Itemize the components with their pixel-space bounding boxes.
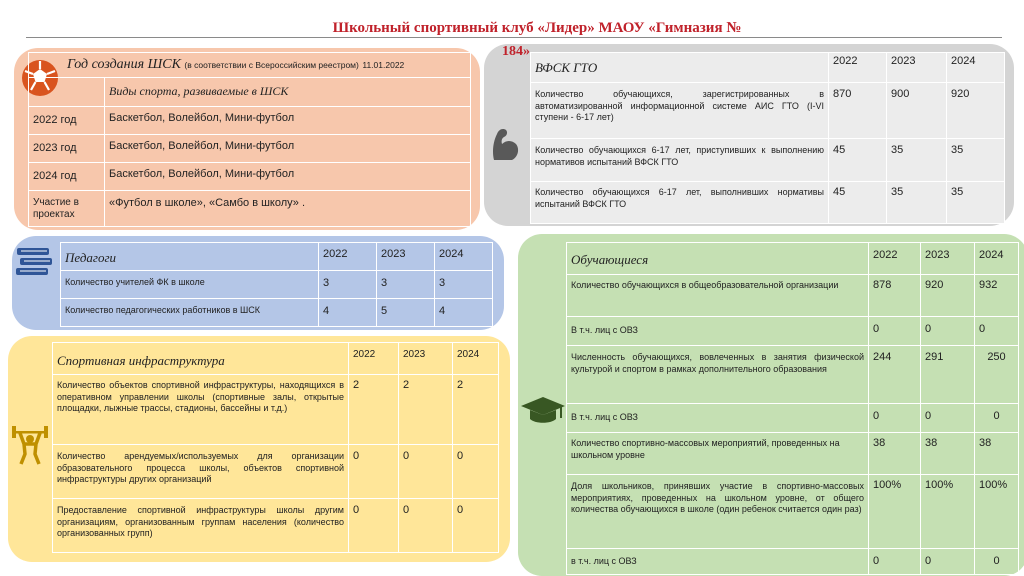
shsk-row-value: Баскетбол, Волейбол, Мини-футбол (105, 163, 471, 191)
students-cell: 250 (975, 346, 1019, 404)
weightlifter-icon (10, 424, 50, 466)
students-cell: 244 (869, 346, 921, 404)
infra-cell: 0 (453, 445, 499, 499)
vfsk-title: ВФСК ГТО (531, 53, 829, 83)
shsk-row-value: Баскетбол, Волейбол, Мини-футбол (105, 135, 471, 163)
vfsk-row-label: Количество обучающихся, зарегистрированных в автоматизированной информационной системе АИС ГТО (I-VI ступени - 6-17 лет) (531, 83, 829, 139)
teachers-title: Педагоги (61, 243, 319, 271)
students-cell: 0 (869, 549, 921, 575)
vfsk-cell: 35 (887, 139, 947, 182)
infra-cell: 0 (349, 499, 399, 553)
books-icon (14, 244, 54, 280)
students-cell: 100% (975, 475, 1019, 549)
vfsk-cell: 45 (829, 182, 887, 224)
students-cell: 0 (921, 404, 975, 433)
infra-cell: 0 (399, 499, 453, 553)
vfsk-cell: 900 (887, 83, 947, 139)
shsk-header-date: 11.01.2022 (362, 60, 405, 70)
students-row-label: в т.ч. лиц с ОВЗ (567, 549, 869, 575)
students-cell: 0 (869, 317, 921, 346)
title-divider (26, 37, 1002, 38)
shsk-row-label: Участие в проектах (29, 191, 105, 227)
students-cell: 38 (921, 433, 975, 475)
teachers-cell: 4 (319, 299, 377, 327)
students-row-label: Количество спортивно-массовых мероприятий, проведенных на школьном уровне (567, 433, 869, 475)
students-row-label: В т.ч. лиц с ОВЗ (567, 404, 869, 433)
infra-cell: 0 (399, 445, 453, 499)
infra-title: Спортивная инфраструктура (53, 343, 349, 375)
students-row-label: Количество обучающихся в общеобразовательной организации (567, 275, 869, 317)
shsk-row-label: 2023 год (29, 135, 105, 163)
slide-title-number: 184» (502, 44, 530, 59)
teachers-year: 2023 (377, 243, 435, 271)
students-row-label: Численность обучающихся, вовлеченных в занятия физической культурой и спортом в рамках дополнительного образования (567, 346, 869, 404)
infra-table (52, 342, 499, 553)
students-cell: 291 (921, 346, 975, 404)
shsk-row-label: 2022 год (29, 107, 105, 135)
students-row-label: Доля школьников, принявших участие в спортивно-массовых мероприятиях, проведенных на школьном уровне, от общего количества обучающихся в школе (один ребенок считается один раз) (567, 475, 869, 549)
shsk-row-label: 2024 год (29, 163, 105, 191)
teachers-cell: 5 (377, 299, 435, 327)
students-year: 2024 (975, 243, 1019, 275)
infra-year: 2024 (453, 343, 499, 375)
teachers-cell: 4 (435, 299, 493, 327)
students-cell: 0 (975, 404, 1019, 433)
students-table (566, 242, 1019, 575)
infra-row-label: Количество арендуемых/используемых для организации образовательного процесса школы, объектов спортивной инфраструктуры других организаций (53, 445, 349, 499)
teachers-cell: 3 (377, 271, 435, 299)
infra-cell: 2 (399, 375, 453, 445)
infra-row-label: Предоставление спортивной инфраструктуры школы другим организациям, организованным группам населения (количество организованных групп) (53, 499, 349, 553)
teachers-year: 2024 (435, 243, 493, 271)
students-year: 2022 (869, 243, 921, 275)
students-cell: 38 (975, 433, 1019, 475)
vfsk-cell: 35 (887, 182, 947, 224)
students-year: 2023 (921, 243, 975, 275)
slide-title: Школьный спортивный клуб «Лидер» МАОУ «Гимназия № (332, 20, 742, 36)
vfsk-cell: 920 (947, 83, 1005, 139)
infra-cell: 2 (349, 375, 399, 445)
students-cell: 38 (869, 433, 921, 475)
vfsk-cell: 35 (947, 182, 1005, 224)
students-cell: 932 (975, 275, 1019, 317)
students-row-label: В т.ч. лиц с ОВЗ (567, 317, 869, 346)
vfsk-cell: 35 (947, 139, 1005, 182)
students-cell: 920 (921, 275, 975, 317)
students-cell: 0 (921, 317, 975, 346)
students-cell: 100% (921, 475, 975, 549)
teachers-cell: 3 (435, 271, 493, 299)
vfsk-year: 2022 (829, 53, 887, 83)
shsk-sports-header: Виды спорта, развиваемые в ШСК (105, 78, 471, 107)
infra-row-label: Количество объектов спортивной инфраструктуры, находящихся в оперативном управлении школы (спортивные залы, открытые площадки, лыжные трассы, стадионы, бассейны и т.д.) (53, 375, 349, 445)
students-cell: 0 (975, 549, 1019, 575)
vfsk-table (530, 52, 1005, 224)
teachers-row-label: Количество учителей ФК в школе (61, 271, 319, 299)
teachers-cell: 3 (319, 271, 377, 299)
bicep-icon (488, 124, 522, 164)
shsk-header-note: (в соответствии с Всероссийским реестром) (184, 60, 359, 70)
students-cell: 0 (869, 404, 921, 433)
vfsk-year: 2024 (947, 53, 1005, 83)
vfsk-cell: 45 (829, 139, 887, 182)
shsk-header-label: Год создания ШСК (67, 57, 181, 72)
teachers-table (60, 242, 493, 327)
shsk-table (28, 52, 471, 227)
vfsk-row-label: Количество обучающихся 6-17 лет, выполнивших нормативы испытаний ВФСК ГТО (531, 182, 829, 224)
teachers-row-label: Количество педагогических работников в ШСК (61, 299, 319, 327)
students-cell: 878 (869, 275, 921, 317)
infra-cell: 0 (349, 445, 399, 499)
infra-year: 2022 (349, 343, 399, 375)
teachers-year: 2022 (319, 243, 377, 271)
infra-cell: 0 (453, 499, 499, 553)
students-cell: 0 (975, 317, 1019, 346)
students-cell: 0 (921, 549, 975, 575)
shsk-header (29, 53, 471, 78)
students-title: Обучающиеся (567, 243, 869, 275)
shsk-row-value: Баскетбол, Волейбол, Мини-футбол (105, 107, 471, 135)
vfsk-cell: 870 (829, 83, 887, 139)
infra-cell: 2 (453, 375, 499, 445)
vfsk-row-label: Количество обучающихся 6-17 лет, приступивших к выполнению нормативов испытаний ВФСК ГТО (531, 139, 829, 182)
students-cell: 100% (869, 475, 921, 549)
graduation-cap-icon (520, 394, 566, 426)
vfsk-year: 2023 (887, 53, 947, 83)
shsk-row-value: «Футбол в школе», «Самбо в школу» . (105, 191, 471, 227)
infra-year: 2023 (399, 343, 453, 375)
